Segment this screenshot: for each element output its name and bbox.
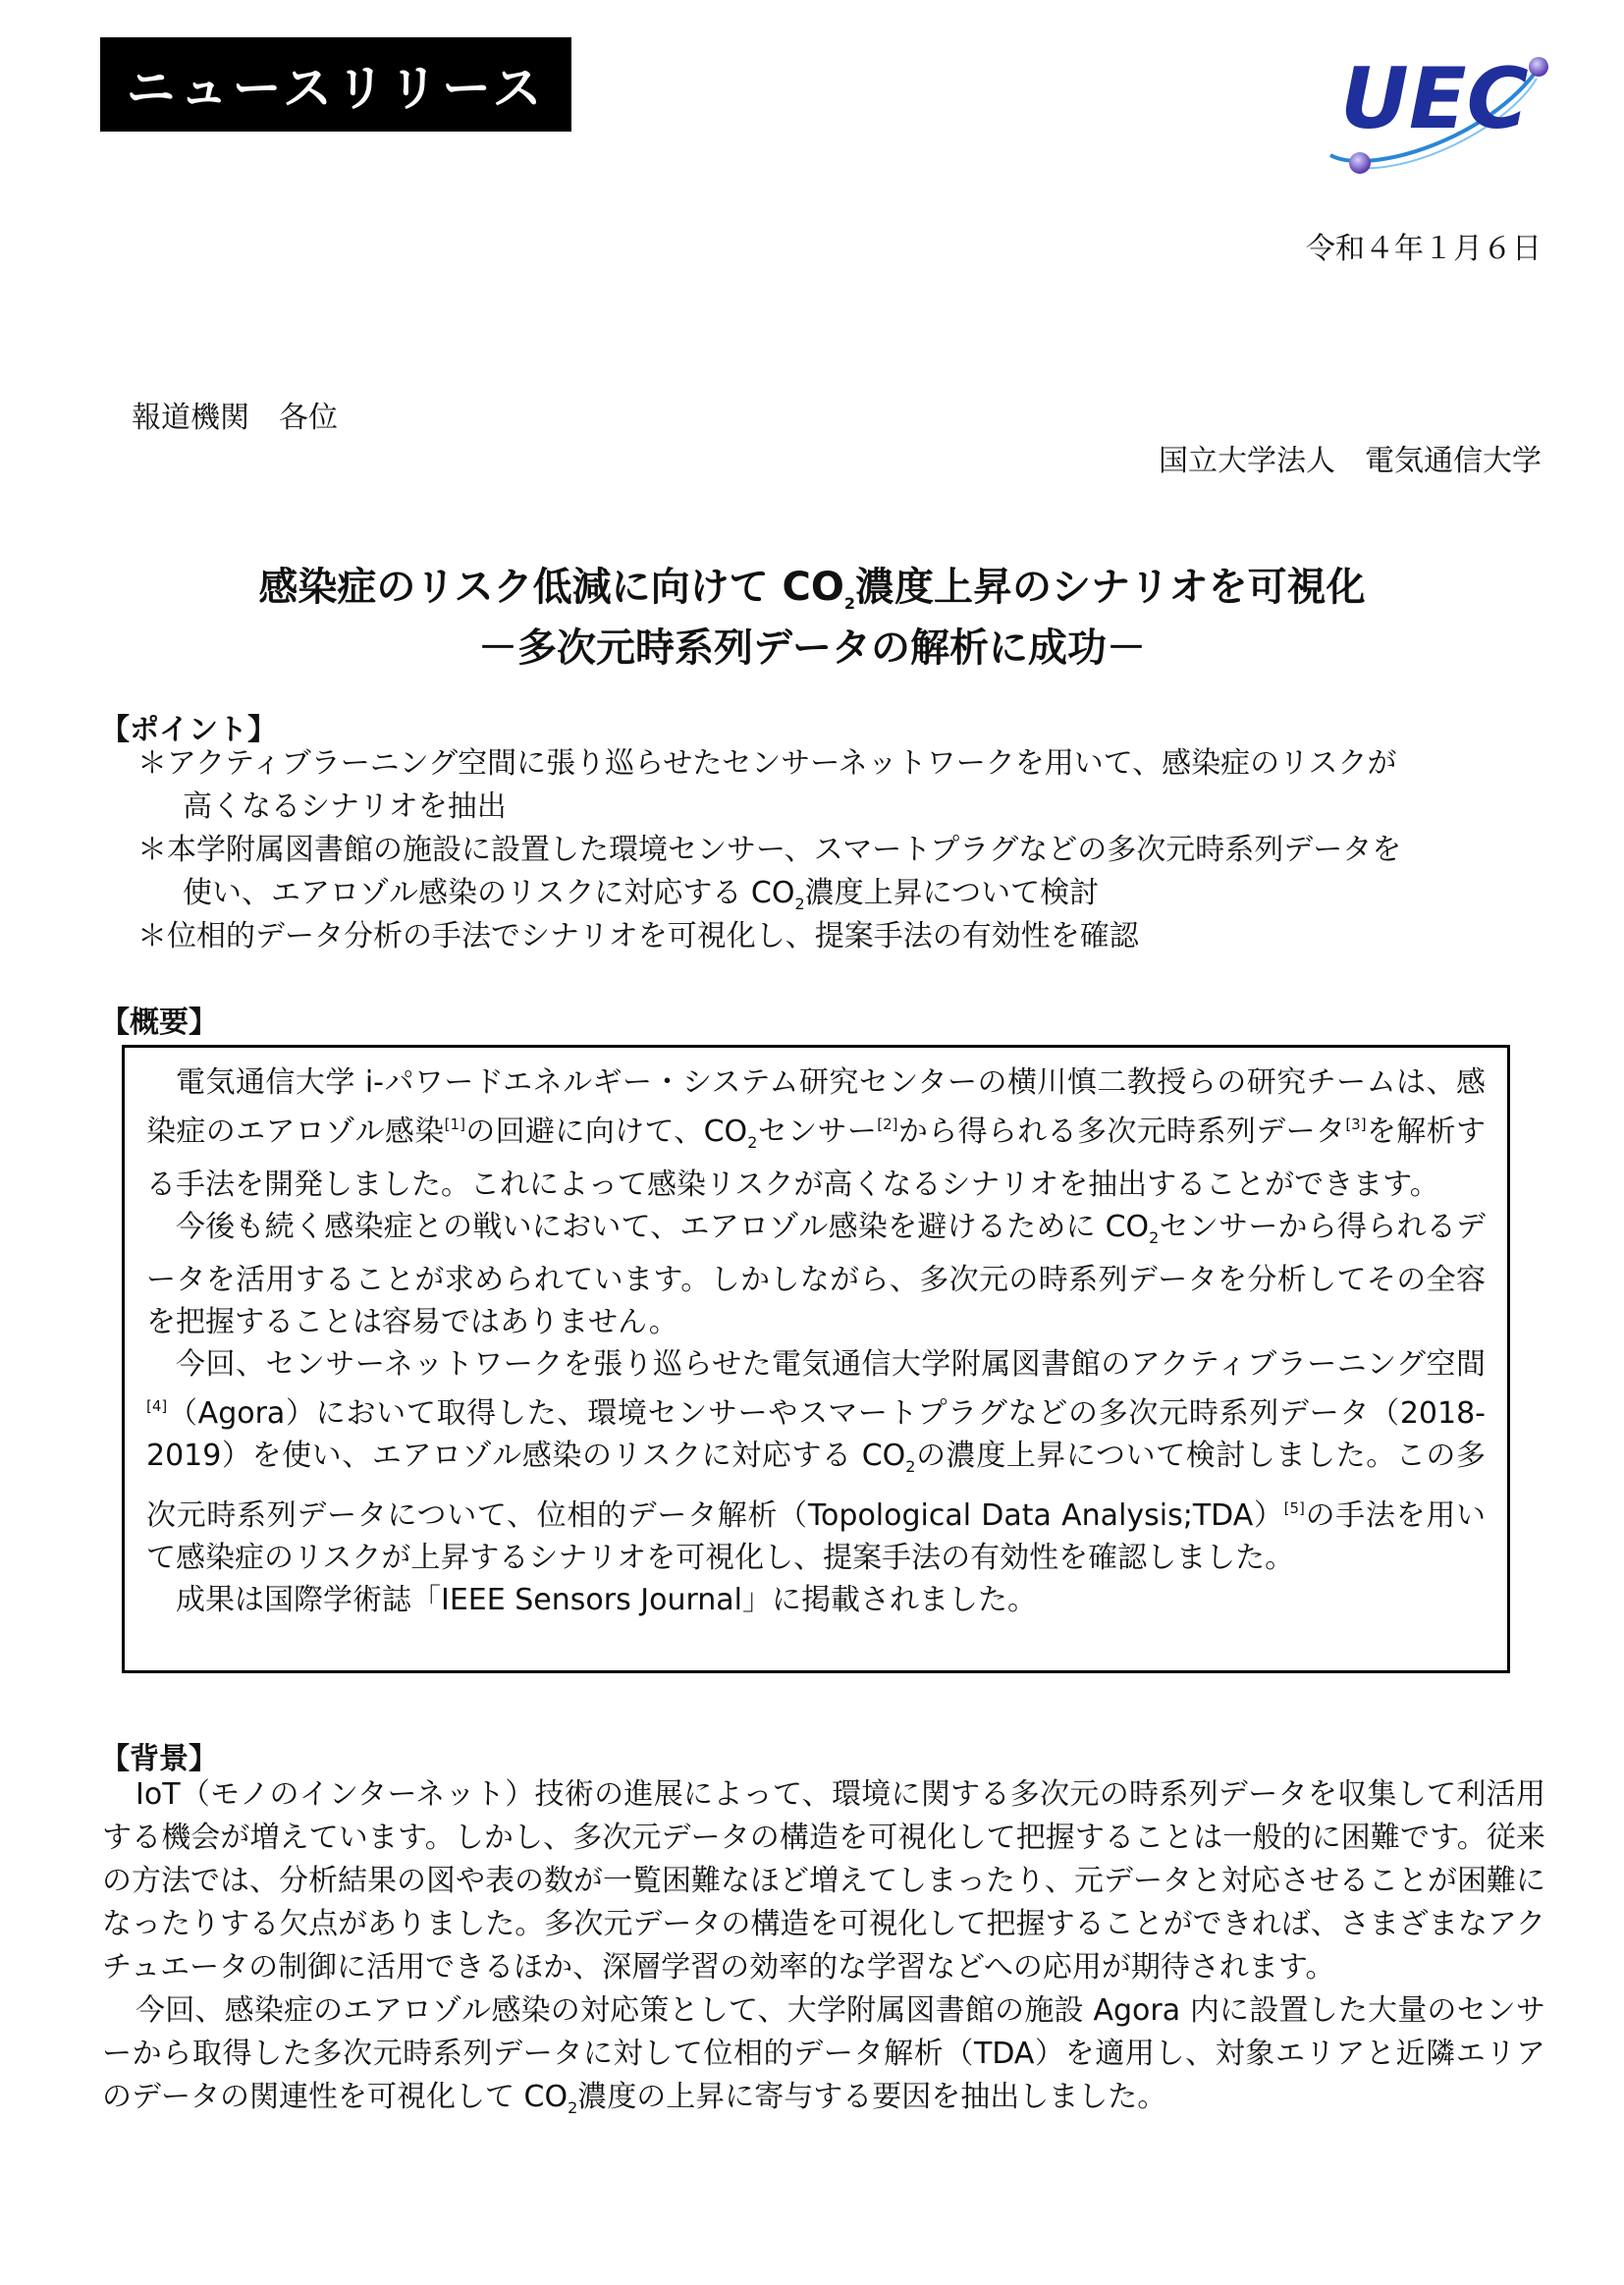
background-heading: 【背景】 — [100, 1742, 218, 1776]
summary-heading: 【概要】 — [100, 1006, 218, 1040]
publisher-line: 国立大学法人 電気通信大学 — [1159, 444, 1542, 478]
background-paragraph-2 — [102, 1989, 1545, 2130]
logo-orb-left — [1349, 152, 1371, 174]
recipient-line: 報道機関 各位 — [132, 401, 338, 435]
summary-p3-text-2: （Agora）において取得した、環境センサーやスマートプラグなどの多次元時系列データ（2018-2019）を使い、エアロゾル感染のリスクに対応する CO — [146, 1396, 1486, 1473]
summary-p1-subscript: 2 — [747, 1133, 758, 1152]
summary-box — [122, 1045, 1510, 1673]
background-p2-text-1: 今回、感染症のエアロゾル感染の対応策として、大学附属図書館の施設 Agora 内に設置した大量のセンサーから取得した多次元時系列データに対して位相的データ解析（TDA）を適用し、対象エリアと近隣エリアのデータの関連性を可視化して CO — [102, 1993, 1545, 2114]
footnote-ref-3: [3] — [1345, 1115, 1367, 1133]
logo-orb-right — [1529, 57, 1548, 77]
point-2-text-b: 濃度上昇について検討 — [804, 876, 1100, 910]
point-3-line-1: ＊位相的データ分析の手法でシナリオを可視化し、提案手法の有効性を確認 — [137, 919, 1139, 953]
footnote-ref-5: [5] — [1283, 1499, 1305, 1517]
points-heading: 【ポイント】 — [100, 713, 277, 747]
summary-p1-text-4: から得られる多次元時系列データ — [897, 1115, 1346, 1149]
summary-p3-text-4: の手法を用いて感染症のリスクが上昇するシナリオを可視化し、提案手法の有効性を確認しました。 — [146, 1498, 1487, 1575]
title-part-a: 感染症のリスク低減に向けて CO — [258, 565, 844, 610]
footnote-ref-1: [1] — [444, 1115, 465, 1133]
title-part-b: 濃度上昇のシナリオを可視化 — [855, 565, 1366, 610]
summary-paragraph-1 — [146, 1061, 1486, 1206]
page-subtitle: －多次元時系列データの解析に成功－ — [478, 626, 1146, 671]
background-paragraph-1: IoT（モノのインターネット）技術の進展によって、環境に関する多次元の時系列データを収集して利活用する機会が増えています。しかし、多次元データの構造を可視化して把握することは一般的に困難です。従来の方法では、分析結果の図や表の数が一覧困難なほど増えてしまったり、元データと対応させることが困難になったりする欠点がありました。多次元データの構造を可視化して把握することができれば、さまざまなアクチュエータの制御に活用できるほか、深層学習の効率的な学習などへの応用が期待されます。 — [102, 1777, 1545, 1985]
summary-paragraph-2 — [146, 1206, 1486, 1343]
summary-paragraph-4: 成果は国際学術誌「IEEE Sensors Journal」に掲載されました。 — [176, 1583, 1038, 1617]
summary-p3-text-3: の濃度上昇について検討しました。この多次元時系列データについて、位相的データ解析（Topological Data Analysis;TDA） — [146, 1439, 1486, 1533]
point-2-line-1: ＊本学附属図書館の施設に設置した環境センサー、スマートプラグなどの多次元時系列データを — [137, 833, 1402, 867]
summary-p3-subscript: 2 — [905, 1457, 916, 1476]
summary-p2-text-2: センサーから得られるデータを活用することが求められています。しかしながら、多次元の時系列データを分析してその全容を把握することは容易ではありません。 — [146, 1210, 1486, 1339]
title-subscript: 2 — [843, 594, 856, 613]
summary-p1-text-5: を解析する手法を開発しました。これによって感染リスクが高くなるシナリオを抽出することができます。 — [146, 1115, 1487, 1202]
point-item-3 — [137, 915, 1551, 958]
summary-p1-text-3: センサー — [757, 1115, 878, 1149]
background-body — [102, 1773, 1545, 2130]
release-date: 令和４年１月６日 — [1306, 232, 1542, 266]
summary-p2-subscript: 2 — [1149, 1228, 1160, 1247]
summary-paragraph-3 — [146, 1343, 1486, 1579]
uec-logo — [1311, 29, 1556, 177]
point-item-2 — [137, 829, 1551, 926]
point-item-1 — [137, 742, 1551, 829]
summary-p2-text-1: 今後も続く感染症との戦いにおいて、エアロゾル感染を避けるために CO — [176, 1210, 1150, 1244]
summary-p1-text-1: 電気通信大学 i-パワードエネルギー・システム研究センターの横川慎二教授らの研究チームは、感染症のエアロゾル感染 — [146, 1065, 1486, 1149]
point-1-line-2: 高くなるシナリオを抽出 — [183, 789, 507, 824]
summary-p1-text-2: の回避に向けて、CO — [464, 1115, 748, 1149]
footnote-ref-4: [4] — [146, 1397, 168, 1415]
page-title — [0, 556, 1624, 613]
banner-text: ニュースリリース — [126, 60, 546, 117]
news-release-banner — [100, 37, 571, 132]
summary-p3-text-1: 今回、センサーネットワークを張り巡らせた電気通信大学附属図書館のアクティブラーニング空間 — [176, 1347, 1486, 1382]
background-p2-text-2: 濃度の上昇に寄与する要因を抽出しました。 — [577, 2080, 1167, 2114]
logo-text: UEC — [1340, 50, 1529, 148]
footnote-ref-2: [2] — [877, 1115, 898, 1133]
point-2-text-a: 使い、エアロゾル感染のリスクに対応する CO — [183, 876, 795, 910]
background-p2-subscript: 2 — [568, 2098, 578, 2117]
point-1-line-1: ＊アクティブラーニング空間に張り巡らせたセンサーネットワークを用いて、感染症のリスクが — [137, 746, 1397, 781]
point-2-subscript: 2 — [794, 895, 805, 913]
